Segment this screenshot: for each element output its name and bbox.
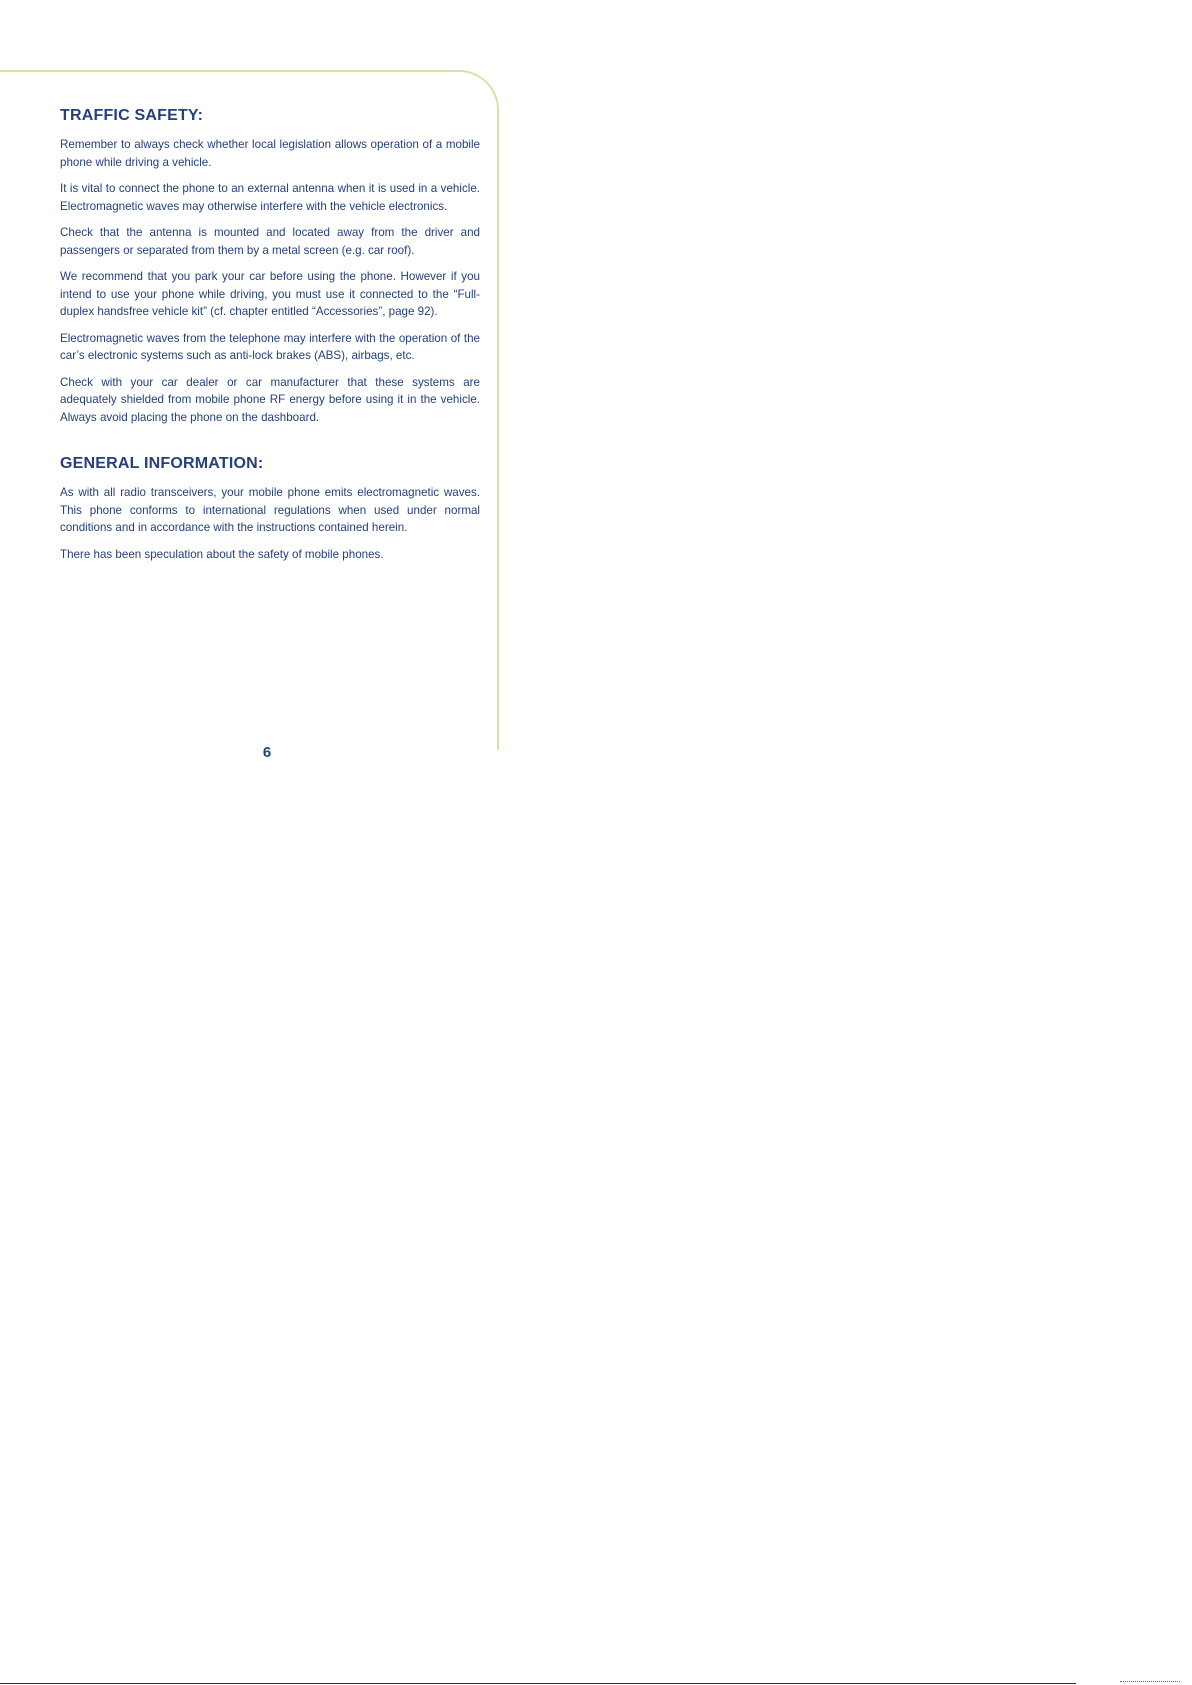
paragraph: Check that the antenna is mounted and located away from the driver and passengers or separated from them by a metal screen (e.g. car roof).	[60, 226, 480, 257]
paragraph: Check with your car dealer or car manufacturer that these systems are adequately shielded from mobile phone RF energy before using it in the vehicle. Always avoid placing the phone on the dashboard.	[60, 375, 480, 424]
paragraph: Remember to always check whether local legislation allows operation of a mobile phone while driving a vehicle.	[60, 138, 480, 169]
page-number: 6	[262, 744, 272, 761]
heading-traffic-safety: TRAFFIC SAFETY:	[60, 107, 204, 124]
heading-general-information: GENERAL INFORMATION:	[60, 455, 264, 472]
paragraph: We recommend that you park your car before using the phone. However if you intend to use your phone while driving, you must use it connected to the “Full-duplex handsfree vehicle kit” (cf. chapter entitled “Accessories”, page 92).	[60, 270, 480, 318]
paragraph: It is vital to connect the phone to an external antenna when it is used in a vehicle. Electromagnetic waves may otherwise interfere with the vehicle electronics.	[60, 182, 480, 213]
bottom-rule	[0, 1683, 1076, 1684]
bottom-mark	[1120, 1681, 1180, 1683]
paragraph: There has been speculation about the safety of mobile phones.	[60, 547, 384, 561]
document-body	[60, 106, 480, 572]
paragraph: As with all radio transceivers, your mobile phone emits electromagnetic waves. This phone conforms to international regulations when used under normal conditions and in accordance with the instructions contained herein.	[60, 486, 480, 534]
paragraph: Electromagnetic waves from the telephone may interfere with the operation of the car’s electronic systems such as anti-lock brakes (ABS), airbags, etc.	[60, 331, 480, 362]
